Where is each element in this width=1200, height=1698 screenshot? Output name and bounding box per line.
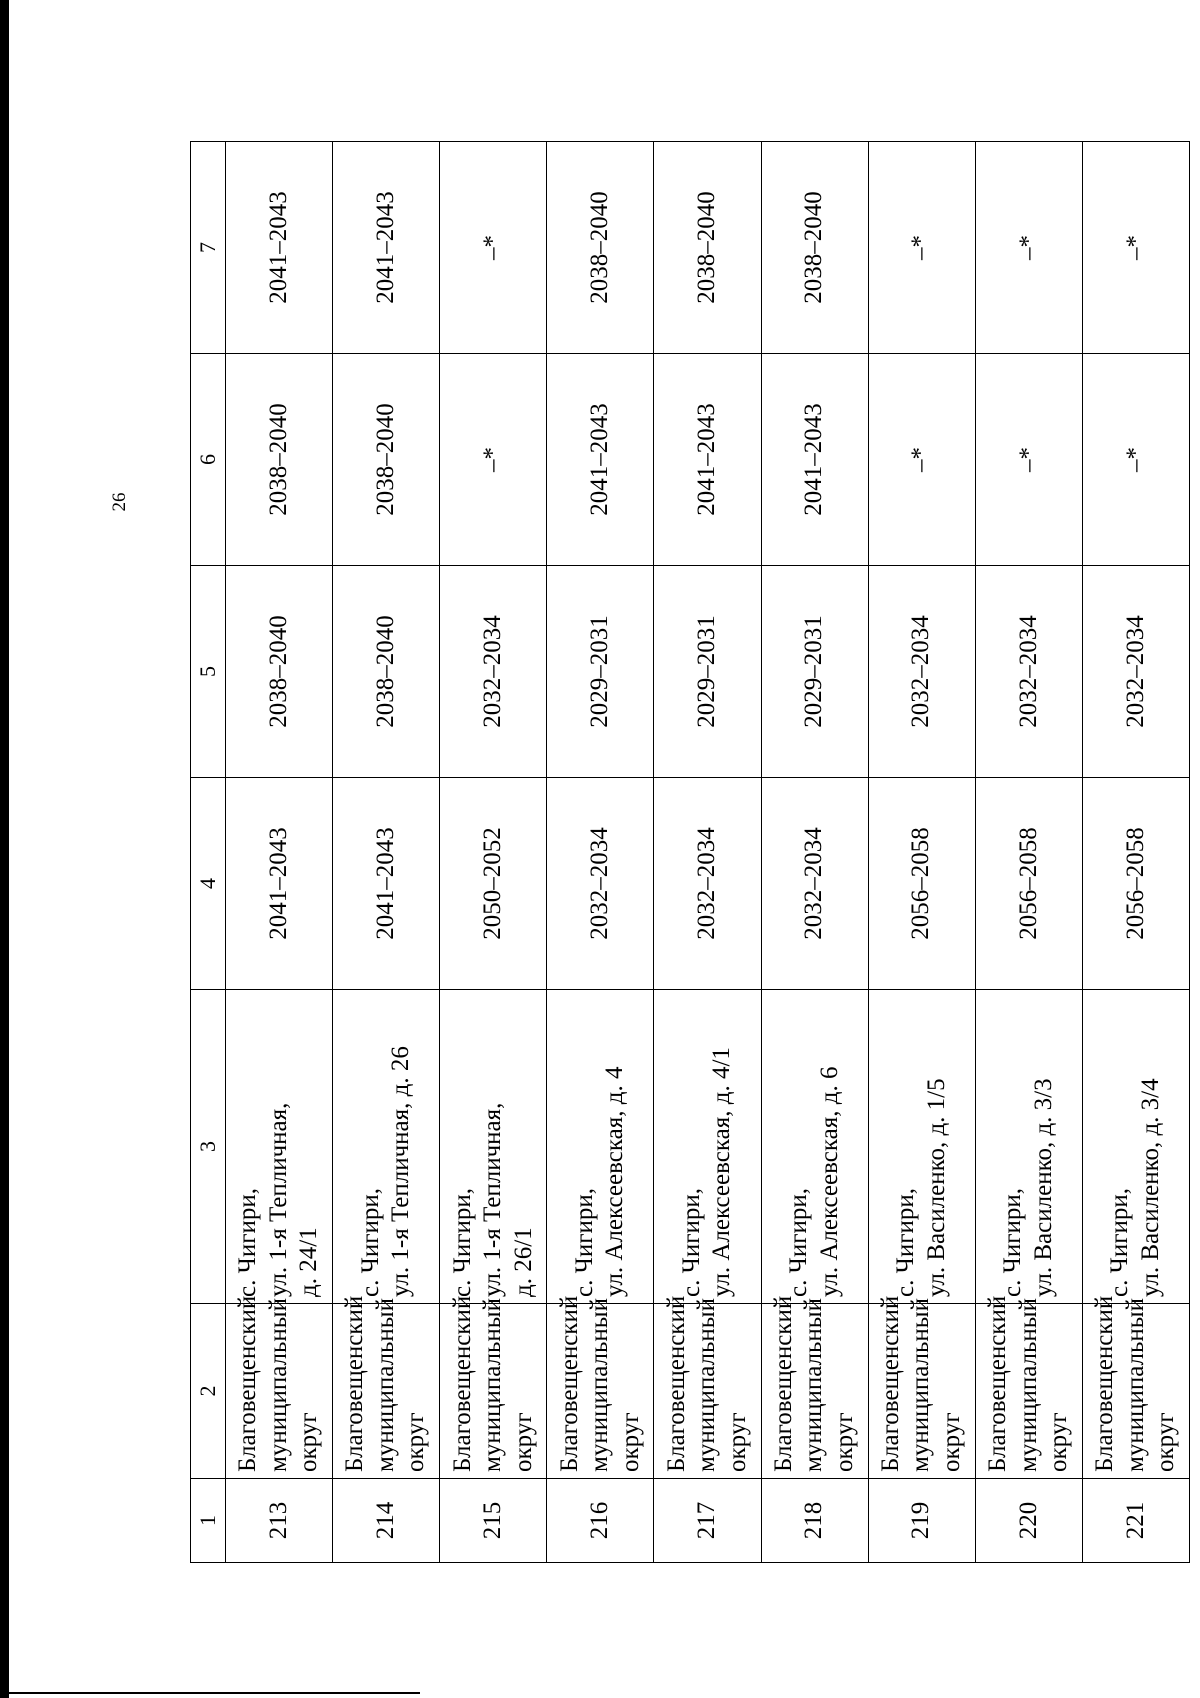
col-5-cell: 2038–2040 (333, 566, 440, 778)
col-7-cell: –* (1082, 142, 1189, 354)
col-6-cell: 2041–2043 (654, 354, 761, 566)
col-4-cell: 2041–2043 (226, 778, 333, 990)
address-cell: с. Чигири, ул. Алексеевская, д. 4 (547, 990, 654, 1304)
col-7-cell: 2041–2043 (226, 142, 333, 354)
row-number-cell: 219 (868, 1479, 975, 1563)
col-4-cell: 2056–2058 (1082, 778, 1189, 990)
header-col-2: 2 (191, 1304, 226, 1479)
district-cell: Благовещенский муниципальный округ (440, 1304, 547, 1479)
address-cell: с. Чигири, ул. Василенко, д. 3/4 (1082, 990, 1189, 1304)
col-5-cell: 2032–2034 (975, 566, 1082, 778)
scan-edge-bar (0, 0, 9, 1698)
header-col-3: 3 (191, 990, 226, 1304)
page-number: 26 (109, 492, 130, 512)
address-cell: с. Чигири, ул. 1-я Тепличная, д. 24/1 (226, 990, 333, 1304)
header-col-6: 6 (191, 354, 226, 566)
col-6-cell: –* (440, 354, 547, 566)
district-cell: Благовещенский муниципальный округ (547, 1304, 654, 1479)
table-row (547, 142, 654, 1563)
col-4-cell: 2032–2034 (761, 778, 868, 990)
table-row (226, 142, 333, 1563)
header-col-1: 1 (191, 1479, 226, 1563)
col-4-cell: 2041–2043 (333, 778, 440, 990)
col-7-cell: 2038–2040 (761, 142, 868, 354)
row-number-cell: 215 (440, 1479, 547, 1563)
table-body (226, 142, 1190, 1563)
address-cell: с. Чигири, ул. Василенко, д. 3/3 (975, 990, 1082, 1304)
table-row (333, 142, 440, 1563)
col-7-cell: –* (440, 142, 547, 354)
col-4-cell: 2032–2034 (654, 778, 761, 990)
col-6-cell: 2038–2040 (333, 354, 440, 566)
district-cell: Благовещенский муниципальный округ (654, 1304, 761, 1479)
col-6-cell: 2041–2043 (547, 354, 654, 566)
col-7-cell: 2041–2043 (333, 142, 440, 354)
col-5-cell: 2032–2034 (868, 566, 975, 778)
address-cell: с. Чигири, ул. Алексеевская, д. 6 (761, 990, 868, 1304)
address-cell: с. Чигири, ул. Алексеевская, д. 4/1 (654, 990, 761, 1304)
schedule-table (190, 141, 1190, 1563)
table-row (761, 142, 868, 1563)
col-6-cell: 2038–2040 (226, 354, 333, 566)
table-row (868, 142, 975, 1563)
address-cell: с. Чигири, ул. 1-я Тепличная, д. 26 (333, 990, 440, 1304)
col-5-cell: 2029–2031 (761, 566, 868, 778)
col-5-cell: 2032–2034 (440, 566, 547, 778)
row-number-cell: 221 (1082, 1479, 1189, 1563)
district-cell: Благовещенский муниципальный округ (1082, 1304, 1189, 1479)
col-4-cell: 2056–2058 (868, 778, 975, 990)
table-row (975, 142, 1082, 1563)
col-7-cell: –* (868, 142, 975, 354)
col-5-cell: 2029–2031 (654, 566, 761, 778)
district-cell: Благовещенский муниципальный округ (761, 1304, 868, 1479)
row-number-cell: 218 (761, 1479, 868, 1563)
col-4-cell: 2056–2058 (975, 778, 1082, 990)
row-number-cell: 216 (547, 1479, 654, 1563)
header-col-5: 5 (191, 566, 226, 778)
col-7-cell: 2038–2040 (654, 142, 761, 354)
address-cell: с. Чигири, ул. 1-я Тепличная, д. 26/1 (440, 990, 547, 1304)
table-header-row (191, 142, 226, 1563)
table-row (1082, 142, 1189, 1563)
col-5-cell: 2032–2034 (1082, 566, 1189, 778)
district-cell: Благовещенский муниципальный округ (868, 1304, 975, 1479)
schedule-table-rotated (190, 141, 1190, 1563)
col-7-cell: 2038–2040 (547, 142, 654, 354)
col-4-cell: 2050–2052 (440, 778, 547, 990)
col-6-cell: –* (1082, 354, 1189, 566)
district-cell: Благовещенский муниципальный округ (975, 1304, 1082, 1479)
row-number-cell: 220 (975, 1479, 1082, 1563)
col-6-cell: –* (868, 354, 975, 566)
col-5-cell: 2038–2040 (226, 566, 333, 778)
col-7-cell: –* (975, 142, 1082, 354)
header-col-7: 7 (191, 142, 226, 354)
district-cell: Благовещенский муниципальный округ (226, 1304, 333, 1479)
row-number-cell: 214 (333, 1479, 440, 1563)
header-col-4: 4 (191, 778, 226, 990)
col-4-cell: 2032–2034 (547, 778, 654, 990)
col-6-cell: –* (975, 354, 1082, 566)
row-number-cell: 217 (654, 1479, 761, 1563)
col-5-cell: 2029–2031 (547, 566, 654, 778)
table-row (654, 142, 761, 1563)
table-row (440, 142, 547, 1563)
address-cell: с. Чигири, ул. Василенко, д. 1/5 (868, 990, 975, 1304)
scan-bottom-line (0, 1692, 420, 1694)
col-6-cell: 2041–2043 (761, 354, 868, 566)
row-number-cell: 213 (226, 1479, 333, 1563)
district-cell: Благовещенский муниципальный округ (333, 1304, 440, 1479)
